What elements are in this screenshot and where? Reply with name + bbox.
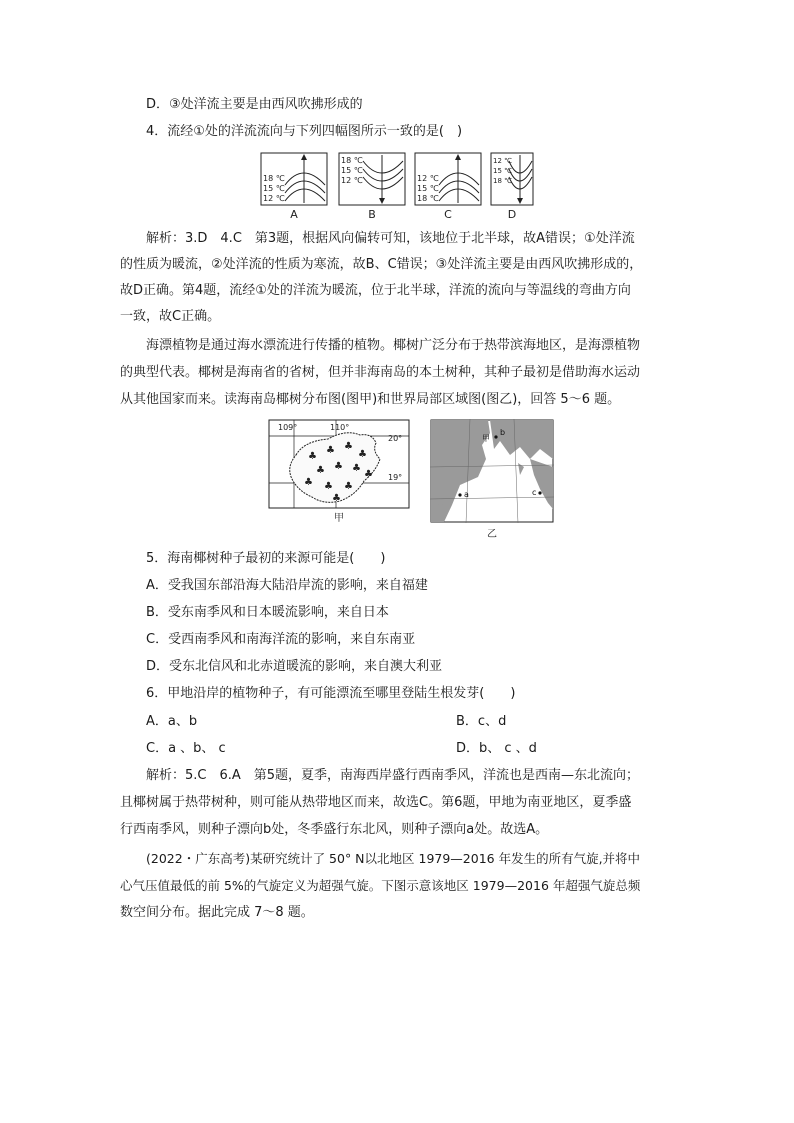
q6-option-b: B．c、d [456,714,507,729]
q5-stem: 5．海南椰树种子最初的来源可能是( ) [146,551,386,566]
diagram-a [261,153,327,205]
svg-text:♣: ♣ [332,493,341,504]
analysis-5-6-line-3: 行西南季风，则种子漂向b处，冬季盛行东北风，则种子漂向a处。故选A。 [120,822,549,837]
q3-option-d: D．③处洋流主要是由西风吹拂形成的 [146,97,363,112]
map-jia-lon2: 110° [330,423,350,432]
diagram-c-t1: 12 ℃ [417,174,439,183]
diagram-a-t3: 12 ℃ [263,194,285,203]
svg-text:♣: ♣ [344,441,353,452]
diagram-a-t2: 15 ℃ [263,184,285,193]
diagram-d-t1: 12 ℃ [493,157,512,165]
map-jia-caption: 甲 [334,513,344,523]
map-yi-caption: 乙 [487,529,497,540]
q5-option-d: D．受东北信风和北赤道暖流的影响，来自澳大利亚 [146,659,443,674]
svg-text:♣: ♣ [316,465,325,476]
diagram-d-t2: 15 ℃ [493,167,512,175]
diagram-b [339,153,405,205]
world-region-map-svg [430,419,554,541]
map-jia [268,419,410,523]
isotherm-diagrams-svg [259,151,535,221]
map-jia-lat1: 20° [388,434,403,443]
diagram-d [491,153,533,205]
map-yi-point-b: b [500,428,506,437]
analysis-3-4-line-4: 一致，故C正确。 [120,309,221,324]
passage-7-8-line-2: 心气压值最低的前 5%的气旋定义为超强气旋。下图示意该地区 1979—2016 年超强气旋总频 [120,878,641,893]
passage-5-6-line-2: 的典型代表。椰树是海南省的省树，但并非海南岛的本土树种，其种子最初是借助海水运动 [120,365,641,380]
svg-text:♣: ♣ [358,449,367,460]
q5-option-a: A．受我国东部沿海大陆沿岸流的影响，来自福建 [146,578,428,593]
diagram-b-t1: 18 ℃ [341,156,363,165]
q6-option-c: C．a 、b、 c [146,741,226,756]
diagram-b-t2: 15 ℃ [341,166,363,175]
hainan-map-svg [268,419,410,523]
passage-7-8-line-3: 数空间分布。据此完成 7～8 题。 [120,905,314,920]
q6-option-a: A．a、b [146,714,198,729]
svg-text:♣: ♣ [352,463,361,474]
diagram-b-label: B [368,208,376,221]
map-yi-point-a: a [464,490,469,499]
q4-stem: 4．流经①处的洋流流向与下列四幅图所示一致的是( ) [146,124,463,139]
svg-text:♣: ♣ [324,481,333,492]
analysis-3-4-line-2: 的性质为暖流，②处洋流的性质为寒流，故B、C错误；③处洋流主要是由西风吹拂形成的， [120,257,643,272]
q6-option-d: D．b、 c 、d [456,741,537,756]
svg-text:♣: ♣ [344,481,353,492]
analysis-5-6-line-1: 解析：5.C 6.A 第5题，夏季，南海西岸盛行西南季风，洋流也是西南—东北流向； [146,768,640,783]
passage-7-8-line-1: (2022・广东高考)某研究统计了 50° N以北地区 1979—2016 年发生的所有气旋,并将中 [146,851,641,866]
analysis-3-4-line-1: 解析：3.D 4.C 第3题，根据风向偏转可知，该地位于北半球，故A错误；①处洋流 [146,231,635,246]
map-yi [430,419,554,541]
diagram-a-label: A [290,208,298,221]
q6-stem: 6．甲地沿岸的植物种子，有可能漂流至哪里登陆生根发芽( ) [146,686,516,701]
diagram-c-label: C [444,208,452,221]
svg-text:♣: ♣ [326,445,335,456]
passage-5-6-line-1: 海漂植物是通过海水漂流进行传播的植物。椰树广泛分布于热带滨海地区，是海漂植物 [146,338,641,353]
diagram-d-label: D [507,208,517,221]
q4-diagrams [259,151,535,221]
diagram-c-t2: 15 ℃ [417,184,439,193]
svg-text:♣: ♣ [304,477,313,488]
diagram-d-t3: 18 ℃ [493,177,512,185]
map-jia-lon1: 109° [278,423,298,432]
analysis-5-6-line-2: 且椰树属于热带树种，则可能从热带地区而来，故选C。第6题，甲地为南亚地区，夏季盛 [120,795,632,810]
map-yi-point-c: c [532,488,537,497]
q5-option-b: B．受东南季风和日本暖流影响，来自日本 [146,605,389,620]
svg-text:♣: ♣ [308,451,317,462]
map-yi-point-jia: 甲 [482,434,490,443]
analysis-3-4-line-3: 故D正确。第4题，流经①处的洋流为暖流，位于北半球，洋流的流向与等温线的弯曲方向 [120,283,631,298]
svg-text:♣: ♣ [334,461,343,472]
diagram-b-t3: 12 ℃ [341,176,363,185]
passage-5-6-line-3: 从其他国家而来。读海南岛椰树分布图(图甲)和世界局部区域图(图乙)，回答 5～6 题。 [120,392,621,407]
diagram-a-t1: 18 ℃ [263,174,285,183]
map-jia-lat2: 19° [388,473,403,482]
svg-text:♣: ♣ [364,469,373,480]
diagram-c [415,153,481,205]
diagram-c-t3: 18 ℃ [417,194,439,203]
q5-option-c: C．受西南季风和南海洋流的影响，来自东南亚 [146,632,416,647]
